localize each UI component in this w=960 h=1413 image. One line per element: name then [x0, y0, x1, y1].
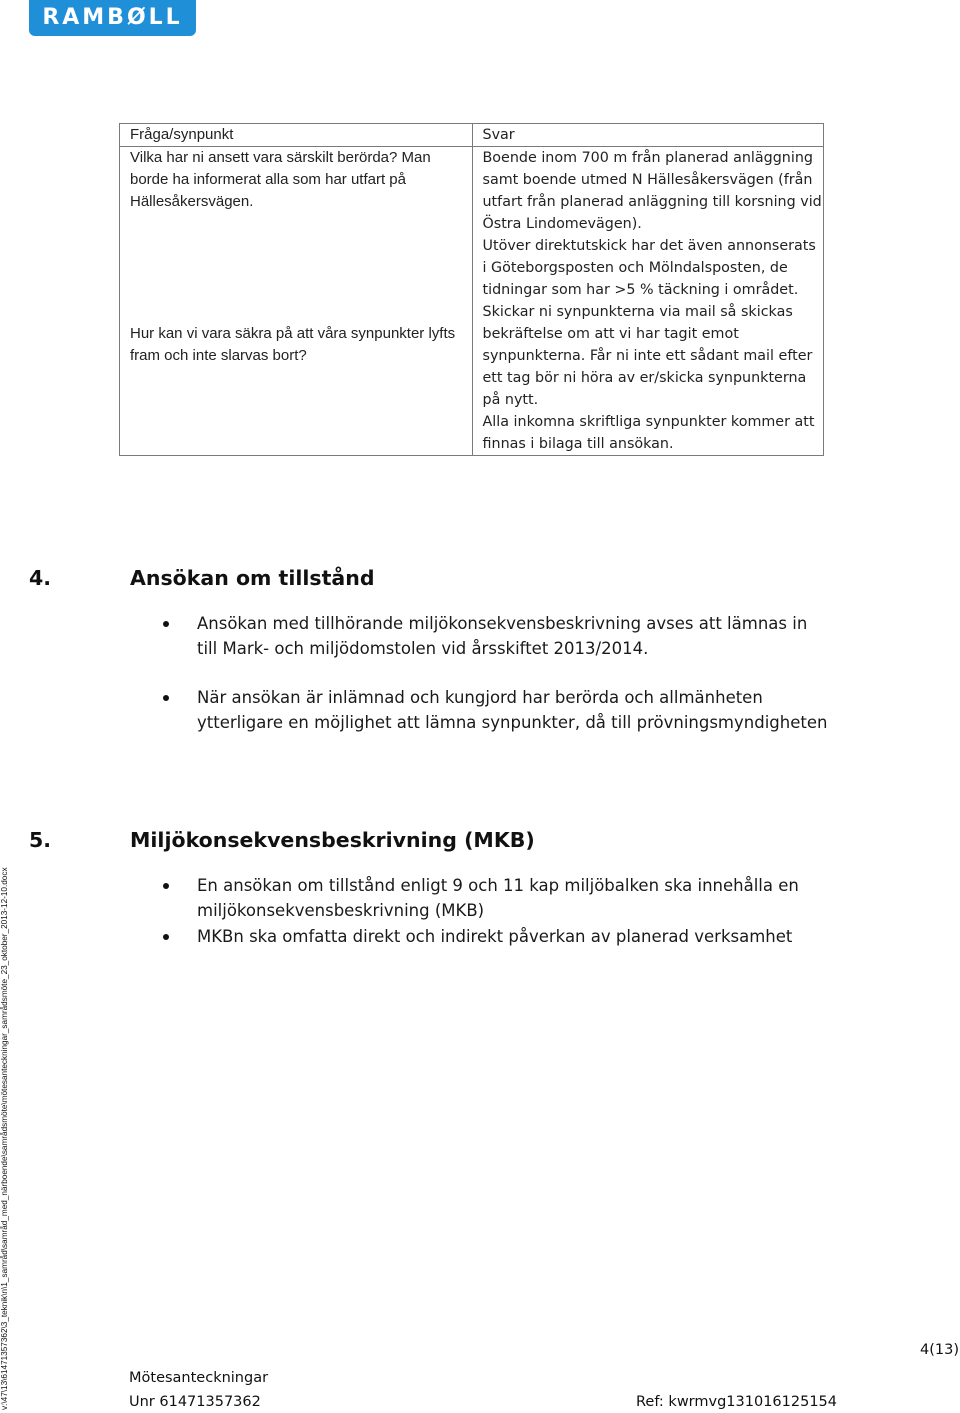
list-item [160, 925, 830, 950]
spacer [130, 213, 472, 323]
section-4-title: Ansökan om tillstånd [130, 566, 375, 590]
question-cell [120, 147, 473, 456]
bullet-icon [163, 621, 169, 627]
header-question: Fråga/synpunkt [120, 124, 473, 147]
ramboll-logo: RAMBØLL [29, 0, 196, 36]
file-path: v:\47\13\61471357362\3_teknik\n\1_samråd\samråd_med_närboende\samrådsmöte\mötesanteckningar_samrådsmöte_23_oktober_2013-12-10.docx [0, 867, 9, 1410]
list-item [160, 874, 830, 923]
doc-type: Mötesanteckningar [129, 1370, 269, 1386]
table-header-row [120, 124, 824, 147]
header-answer: Svar [472, 124, 824, 147]
page-number: 4(13) [920, 1342, 959, 1358]
unr: Unr 61471357362 [129, 1394, 261, 1410]
answer-1: Boende inom 700 m från planerad anläggning samt boende utmed N Hällesåkersvägen (från utfart från planerad anläggning till korsning vid Östra Lindomevägen). [482, 150, 822, 232]
list-item-text: MKBn ska omfatta direkt och indirekt påverkan av planerad verksamhet [197, 927, 793, 946]
list-item [160, 686, 830, 735]
section-4-list [160, 612, 830, 735]
section-5-list [160, 874, 830, 950]
section-4-number: 4. [29, 566, 52, 590]
bullet-icon [163, 695, 169, 701]
table-row [120, 147, 824, 456]
bullet-icon [163, 934, 169, 940]
qa-table [119, 123, 824, 456]
question-1: Vilka har ni ansett vara särskilt berörda? Man borde ha informerat alla som har utfart på Hällesåkersvägen. [130, 149, 431, 210]
question-2: Hur kan vi vara säkra på att våra synpunkter lyfts fram och inte slarvas bort? [130, 325, 456, 364]
section-5-heading [29, 828, 535, 852]
answer-cell [472, 147, 824, 456]
list-item-text: Ansökan med tillhörande miljökonsekvensbeskrivning avses att lämnas in till Mark- och miljödomstolen vid årsskiftet 2013/2014. [197, 614, 808, 658]
answer-3: Skickar ni synpunkterna via mail så skickas bekräftelse om att vi har tagit emot synpunkterna. Får ni inte ett sådant mail efter ett tag bör ni höra av er/skicka synpunkterna på nytt. [482, 304, 813, 408]
section-5-title: Miljökonsekvensbeskrivning (MKB) [130, 828, 535, 852]
section-4-heading [29, 566, 375, 590]
list-item-text: En ansökan om tillstånd enligt 9 och 11 kap miljöbalken ska innehålla en miljökonsekvensbeskrivning (MKB) [197, 876, 799, 920]
list-item [160, 612, 830, 661]
reference: Ref: kwrmvg131016125154 [636, 1394, 838, 1410]
section-5-number: 5. [29, 828, 52, 852]
answer-4: Alla inkomna skriftliga synpunkter kommer att finnas i bilaga till ansökan. [482, 414, 815, 452]
bullet-icon [163, 883, 169, 889]
answer-2: Utöver direktutskick har det även annonserats i Göteborgsposten och Mölndalsposten, de tidningar som har >5 % täckning i området. [482, 238, 816, 298]
list-item-text: När ansökan är inlämnad och kungjord har berörda och allmänheten ytterligare en möjlighet att lämna synpunkter, då till prövningsmyndigheten [197, 688, 828, 732]
